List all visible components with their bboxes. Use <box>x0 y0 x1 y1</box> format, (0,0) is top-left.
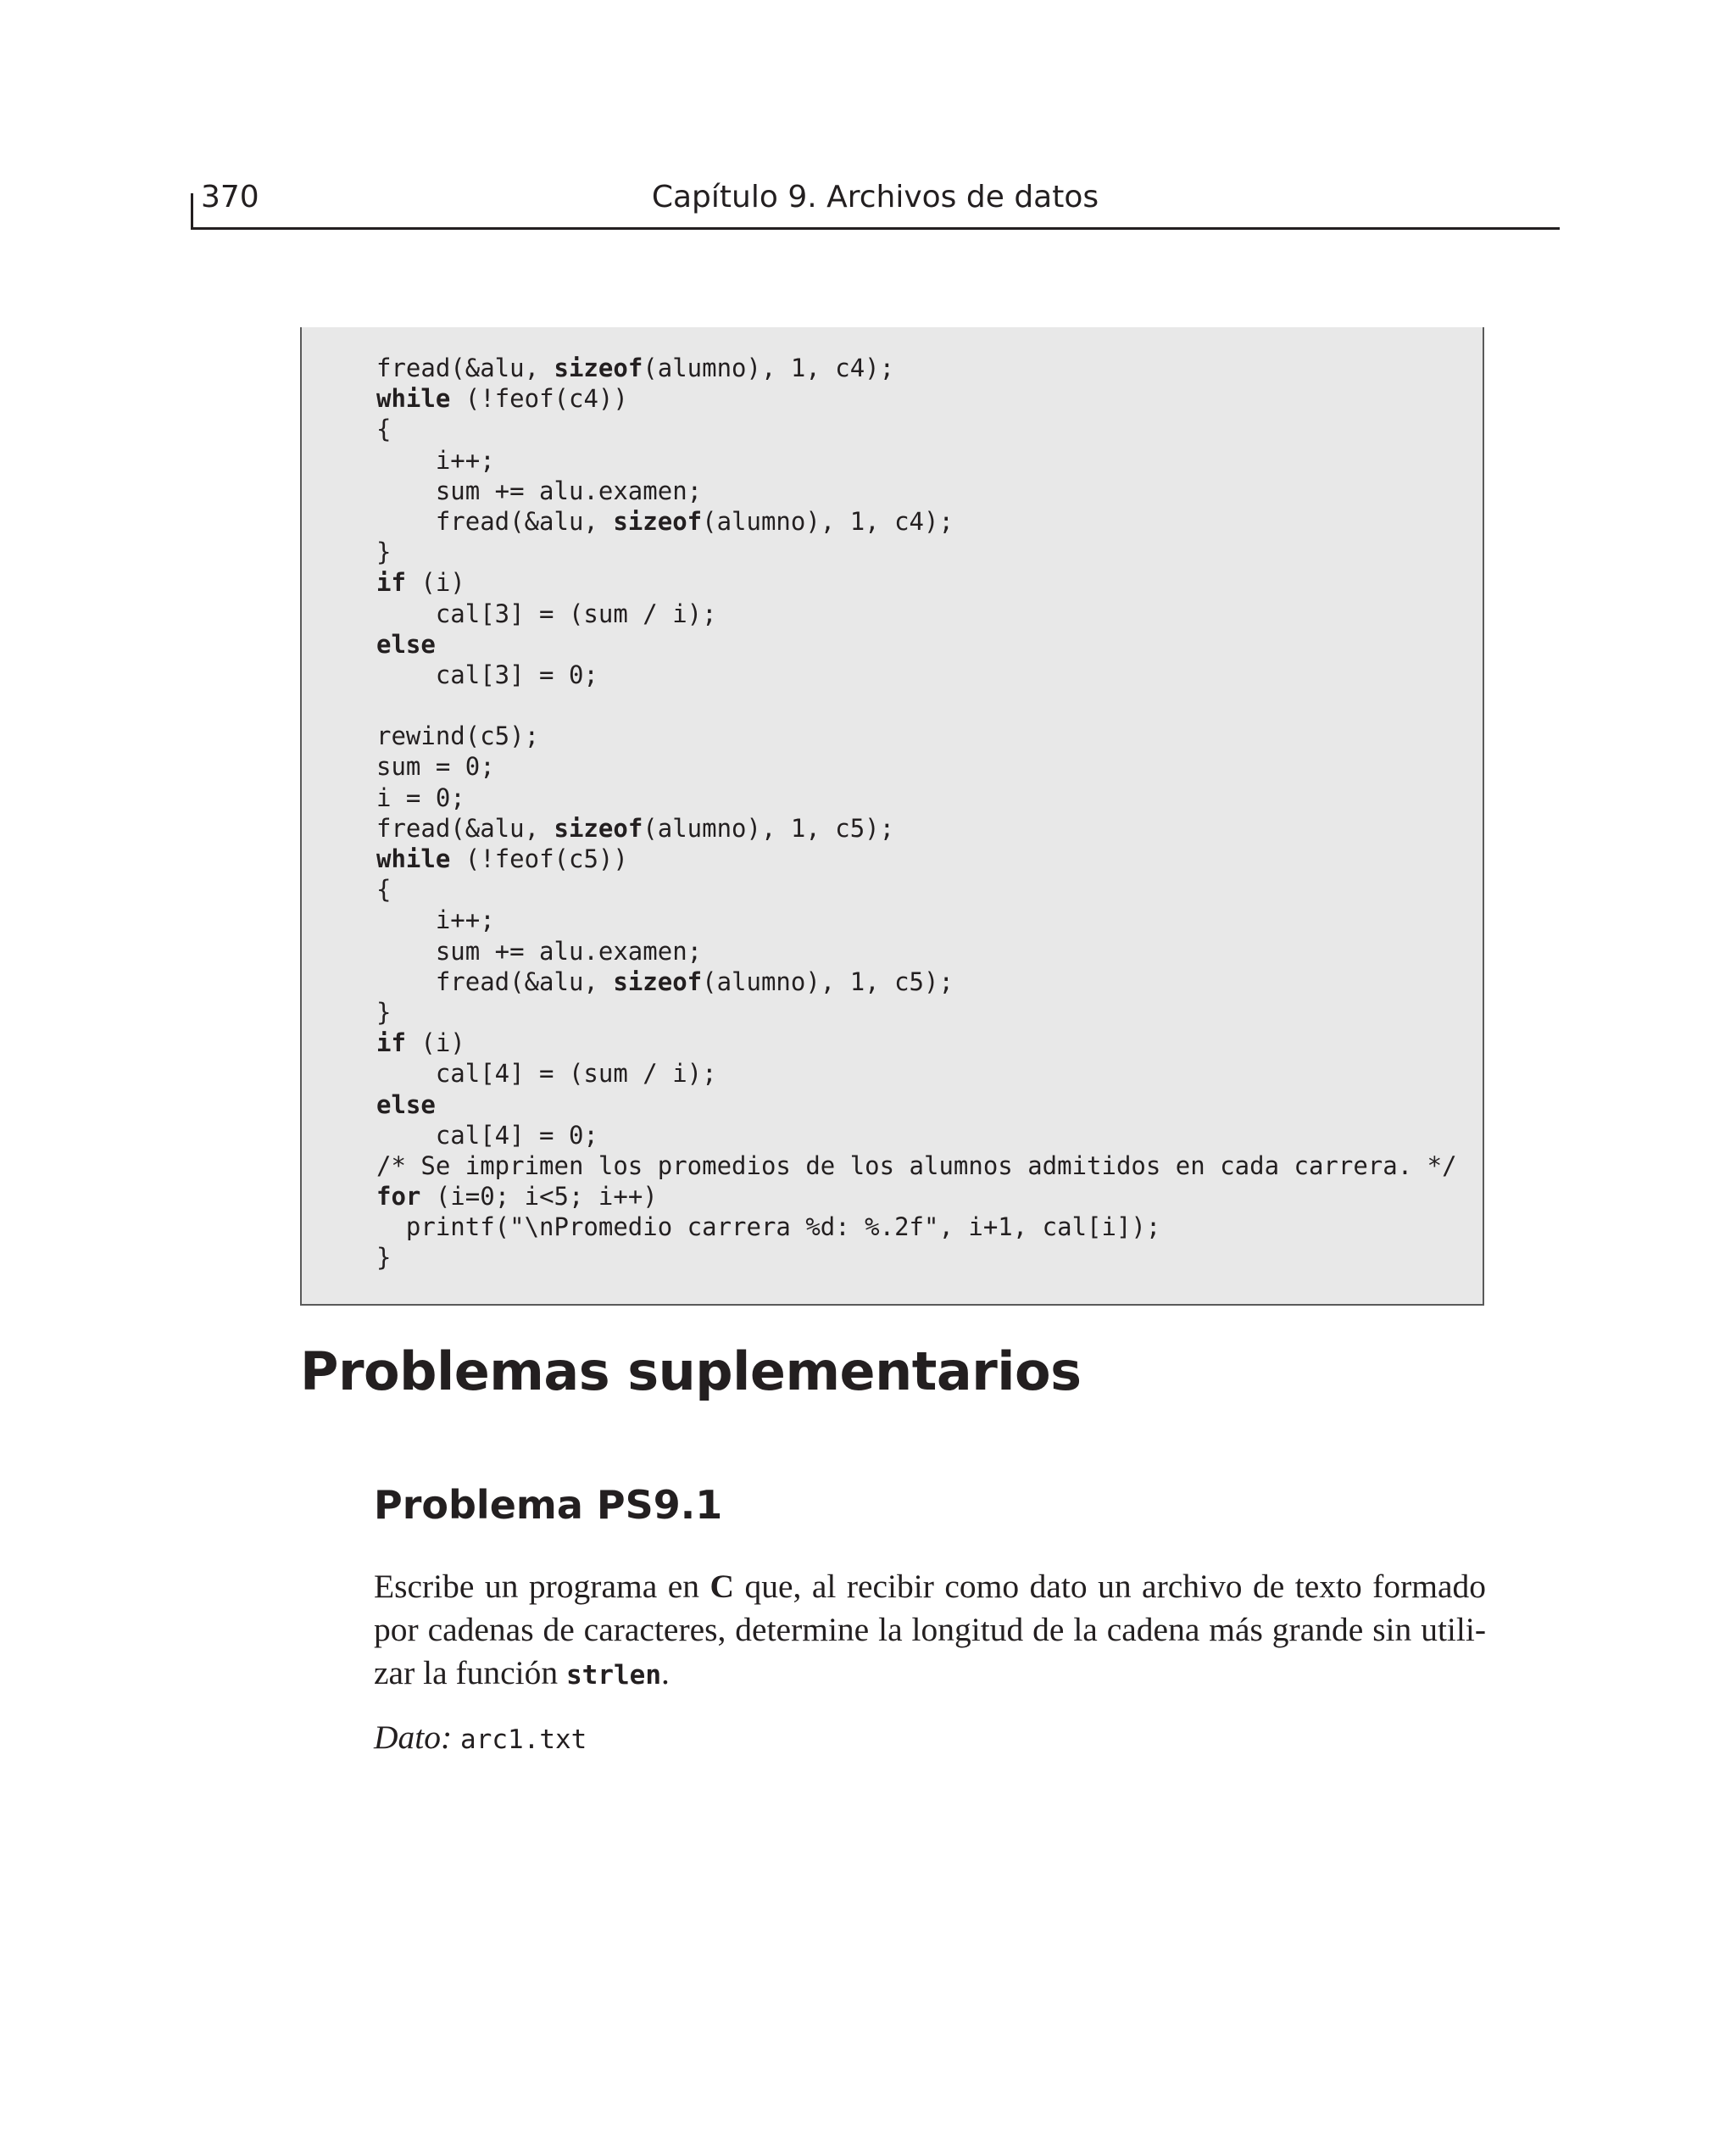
code-text: { <box>376 875 392 905</box>
code-line <box>376 1242 1457 1273</box>
function-name: strlen <box>566 1660 661 1691</box>
code-text: (i=0; i<5; i++) <box>420 1182 658 1212</box>
code-keyword: for <box>376 1182 421 1212</box>
code-text: } <box>376 1243 392 1273</box>
code-line <box>376 813 1457 844</box>
code-line <box>376 1028 1457 1058</box>
code-text: fread(&alu, <box>376 813 554 843</box>
code-text: fread(&alu, <box>376 967 614 996</box>
code-text: fread(&alu, <box>376 354 554 382</box>
code-text: cal[4] = 0; <box>376 1120 598 1150</box>
code-line <box>376 751 1457 782</box>
code-line <box>376 629 1457 660</box>
code-line <box>376 690 1457 721</box>
code-line <box>376 353 1457 383</box>
code-line <box>376 414 1457 444</box>
problem-text-fragment: zar la función <box>374 1654 567 1691</box>
code-line <box>376 506 1457 537</box>
code-keyword: while <box>376 384 451 414</box>
data-label: Dato: <box>374 1719 453 1756</box>
code-text: (alumno), 1, c5); <box>643 813 895 843</box>
code-text: cal[3] = 0; <box>376 660 598 689</box>
code-line <box>376 1089 1457 1120</box>
code-text: sum += alu.examen; <box>376 476 703 505</box>
code-line <box>376 997 1457 1028</box>
data-file-name: arc1.txt <box>460 1724 587 1755</box>
code-line <box>376 936 1457 967</box>
problem-data <box>374 1716 587 1762</box>
section-title: Problemas suplementarios <box>300 1340 1082 1402</box>
code-listing-box <box>300 327 1484 1306</box>
code-text: } <box>376 997 392 1027</box>
code-line <box>376 1120 1457 1150</box>
code-line <box>376 476 1457 506</box>
code-text: rewind(c5); <box>376 721 540 751</box>
code-line <box>376 599 1457 629</box>
code-text: fread(&alu, <box>376 506 614 536</box>
code-text: } <box>376 538 392 567</box>
code-line <box>376 967 1457 997</box>
code-listing <box>376 353 1457 1273</box>
page-header <box>191 178 1560 230</box>
code-text: { <box>376 415 392 444</box>
problem-text-fragment: que, al recibir como dato un archivo de texto formado <box>734 1568 1486 1605</box>
code-text: cal[3] = (sum / i); <box>376 599 717 628</box>
code-line <box>376 721 1457 751</box>
code-line <box>376 1058 1457 1089</box>
code-text: (i) <box>405 1028 465 1058</box>
code-keyword: sizeof <box>554 813 643 843</box>
code-line <box>376 905 1457 935</box>
code-line <box>376 844 1457 874</box>
code-text: i++; <box>376 445 495 475</box>
code-line <box>376 783 1457 813</box>
code-line <box>376 383 1457 414</box>
code-text: (!feof(c5)) <box>450 844 628 873</box>
code-text: cal[4] = (sum / i); <box>376 1059 717 1089</box>
running-title: Capítulo 9. Archivos de datos <box>651 180 1099 214</box>
code-line <box>376 874 1457 905</box>
code-keyword: else <box>376 1089 436 1119</box>
problem-text-line-2: por cadenas de caracteres, determine la longitud de la cadena más grande sin utili- <box>374 1611 1486 1648</box>
code-text: sum += alu.examen; <box>376 936 703 966</box>
problem-text-line-3 <box>374 1652 1486 1697</box>
code-line <box>376 537 1457 567</box>
problem-text-fragment: Escribe un programa en <box>374 1568 710 1605</box>
code-line <box>376 1181 1457 1212</box>
code-keyword: else <box>376 629 436 659</box>
code-text: (alumno), 1, c5); <box>702 967 954 996</box>
code-keyword: sizeof <box>613 967 703 996</box>
code-text: (alumno), 1, c4); <box>643 354 895 382</box>
problem-text-line-1 <box>374 1565 1486 1608</box>
code-keyword: while <box>376 844 451 873</box>
code-line <box>376 445 1457 476</box>
code-text: sum = 0; <box>376 752 495 782</box>
code-text: (!feof(c4)) <box>450 384 628 414</box>
code-text: i++; <box>376 905 495 935</box>
problem-statement <box>374 1565 1486 1697</box>
problem-title: Problema PS9.1 <box>374 1482 723 1528</box>
page-number: 370 <box>201 180 259 214</box>
problem-text-fragment: . <box>661 1654 670 1691</box>
code-line <box>376 1150 1457 1181</box>
code-keyword: sizeof <box>613 506 703 536</box>
code-text: /* Se imprimen los promedios de los alumnos admitidos en cada carrera. */ <box>376 1150 1457 1180</box>
code-line <box>376 1212 1457 1242</box>
language-name: C <box>709 1568 734 1605</box>
code-text: (i) <box>405 568 465 598</box>
code-keyword: if <box>376 1028 406 1058</box>
code-line <box>376 660 1457 690</box>
code-text: i = 0; <box>376 783 465 812</box>
code-text: printf("\nPromedio carrera %d: %.2f", i+1, cal[i]); <box>376 1212 1161 1242</box>
code-line <box>376 567 1457 598</box>
code-keyword: sizeof <box>554 354 643 382</box>
code-keyword: if <box>376 568 406 598</box>
code-text: (alumno), 1, c4); <box>702 506 954 536</box>
